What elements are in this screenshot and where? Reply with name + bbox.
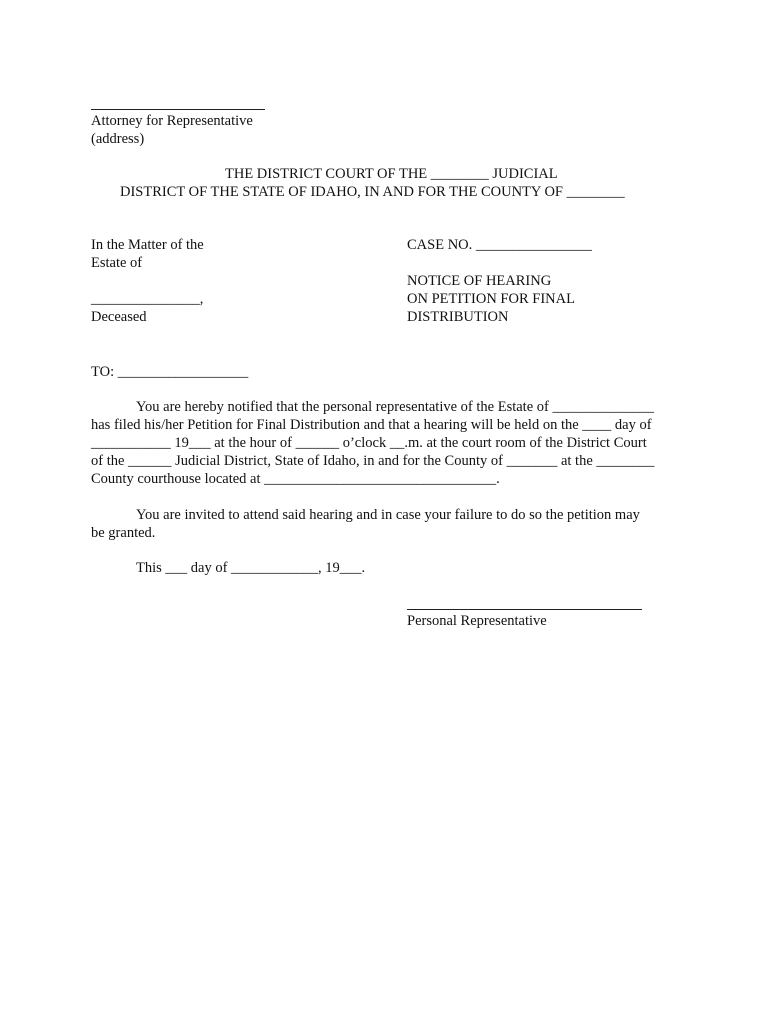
notice-paragraph-line2: has filed his/her Petition for Final Distribution and that a hearing will be held on the ____ day of [91, 417, 652, 433]
decedent-name-blank: _______________, [91, 291, 204, 307]
invitation-paragraph-line1: You are invited to attend said hearing and in case your failure to do so the petition may [136, 507, 640, 523]
document-title-line3: DISTRIBUTION [407, 309, 509, 325]
attorney-signature-line [91, 109, 265, 110]
notice-paragraph-line3: ___________ 19___ at the hour of ______ o’clock __.m. at the court room of the District Court [91, 435, 647, 451]
notice-paragraph-line5: County courthouse located at ________________________________. [91, 471, 500, 487]
representative-signature-label: Personal Representative [407, 613, 547, 629]
document-title-line1: NOTICE OF HEARING [407, 273, 552, 289]
attorney-label: Attorney for Representative [91, 113, 253, 129]
date-line: This ___ day of ____________, 19___. [136, 560, 366, 576]
representative-signature-line [407, 609, 642, 610]
to-line: TO: __________________ [91, 364, 249, 380]
invitation-paragraph-line2: be granted. [91, 525, 156, 541]
matter-of-label: In the Matter of the [91, 237, 204, 253]
attorney-address: (address) [91, 131, 145, 147]
notice-paragraph-line4: of the ______ Judicial District, State of Idaho, in and for the County of _______ at the ________ [91, 453, 655, 469]
notice-paragraph-line1: You are hereby notified that the personal representative of the Estate of ______________ [136, 399, 654, 415]
case-number: CASE NO. ________________ [407, 237, 592, 253]
court-heading-line1: THE DISTRICT COURT OF THE ________ JUDICIAL [225, 166, 558, 182]
document-title-line2: ON PETITION FOR FINAL [407, 291, 575, 307]
court-heading-line2: DISTRICT OF THE STATE OF IDAHO, IN AND FOR THE COUNTY OF ________ [120, 184, 625, 200]
estate-of-label: Estate of [91, 255, 143, 271]
deceased-label: Deceased [91, 309, 147, 325]
